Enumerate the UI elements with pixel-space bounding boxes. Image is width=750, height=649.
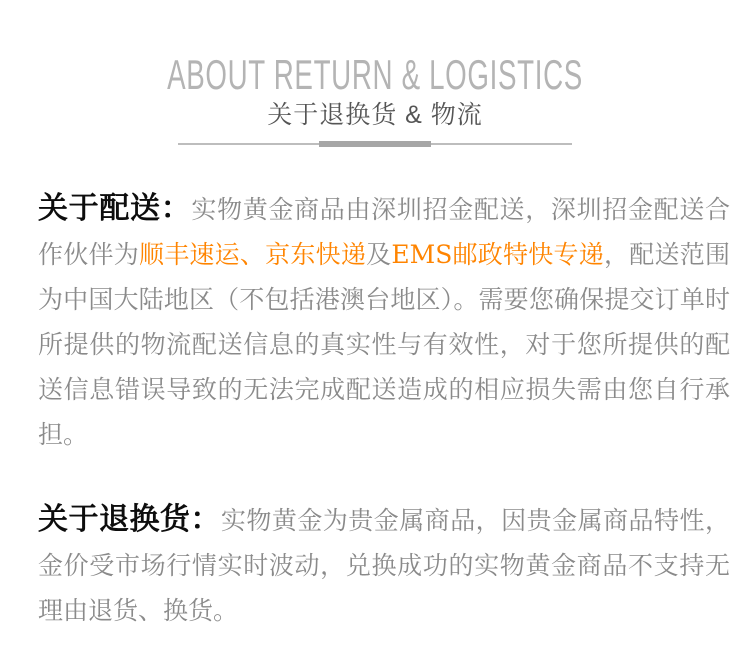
divider-accent: [319, 141, 431, 147]
paragraph-text: 实物黄金为贵金属商品，因贵金属商品特性，金价受市场行情实时波动，兑换成功的实物黄金商品不支持无理由退货、换货。: [38, 506, 731, 625]
paragraph-heading: 关于退换货：: [38, 502, 221, 537]
paragraph-text: 及: [366, 240, 392, 269]
divider: [178, 141, 572, 147]
policy-paragraph: [38, 497, 730, 633]
paragraph-heading: 关于配送：: [38, 191, 192, 226]
paragraph-text: 实物黄金商品由深圳招金配送，深圳招金配送合作伙伴为: [38, 195, 730, 269]
section-title-en: [0, 51, 750, 98]
section-title-cn: 关于退换货 & 物流: [267, 101, 483, 129]
courier-highlight: 顺丰速运、京东快递: [138, 240, 367, 269]
policy-paragraph: [38, 186, 730, 457]
section-title-en-text: ABOUT RETURN & LOGISTICS: [167, 51, 583, 98]
courier-highlight: EMS邮政特快专递: [391, 240, 605, 269]
paragraph-text: ，配送范围为中国大陆地区（不包括港澳台地区）。需要您确保提交订单时所提供的物流配送信息的真实性与有效性，对于您所提供的配送信息错误导致的无法完成配送造成的相应损失需由您自行承担。: [38, 240, 730, 449]
policy-sections: [38, 186, 730, 633]
